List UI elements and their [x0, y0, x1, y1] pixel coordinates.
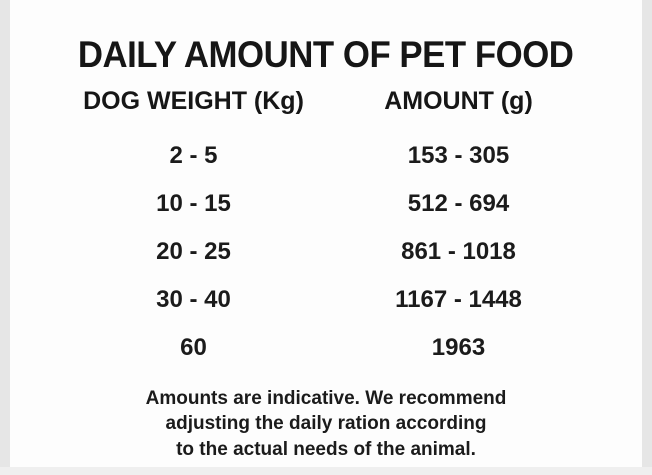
table-row [61, 132, 591, 180]
table-body [61, 132, 591, 372]
right-edge-strip [642, 0, 652, 475]
cell-amount: 861 - 1018 [401, 238, 516, 265]
disclaimer-line-2: adjusting the daily ration according [165, 413, 487, 435]
bottom-edge-strip [0, 467, 652, 475]
cell-dog-weight: 30 - 40 [156, 286, 231, 313]
cell-amount: 1963 [431, 334, 486, 361]
table-row [61, 228, 591, 276]
cell-dog-weight: 60 [180, 334, 207, 361]
disclaimer-line-1: Amounts are indicative. We recommend [145, 388, 507, 409]
page-title: DAILY AMOUNT OF PET FOOD [78, 34, 574, 75]
table-header [61, 87, 591, 132]
disclaimer-note [66, 386, 586, 462]
feeding-table [61, 87, 591, 372]
table-row [61, 276, 591, 324]
column-header-amount: AMOUNT (g) [384, 87, 533, 115]
cell-amount: 153 - 305 [407, 142, 510, 169]
cell-amount: 1167 - 1448 [395, 286, 522, 313]
column-header-dog-weight: DOG WEIGHT (Kg) [83, 87, 304, 115]
cell-dog-weight: 20 - 25 [156, 238, 231, 265]
table-row [61, 180, 591, 228]
table-row [61, 324, 591, 372]
cell-amount: 512 - 694 [407, 190, 510, 217]
left-edge-strip [0, 0, 10, 475]
table-header-row [61, 87, 591, 132]
cell-dog-weight: 10 - 15 [156, 190, 231, 217]
disclaimer-line-3: to the actual needs of the animal. [176, 438, 476, 460]
cell-dog-weight: 2 - 5 [169, 142, 218, 169]
